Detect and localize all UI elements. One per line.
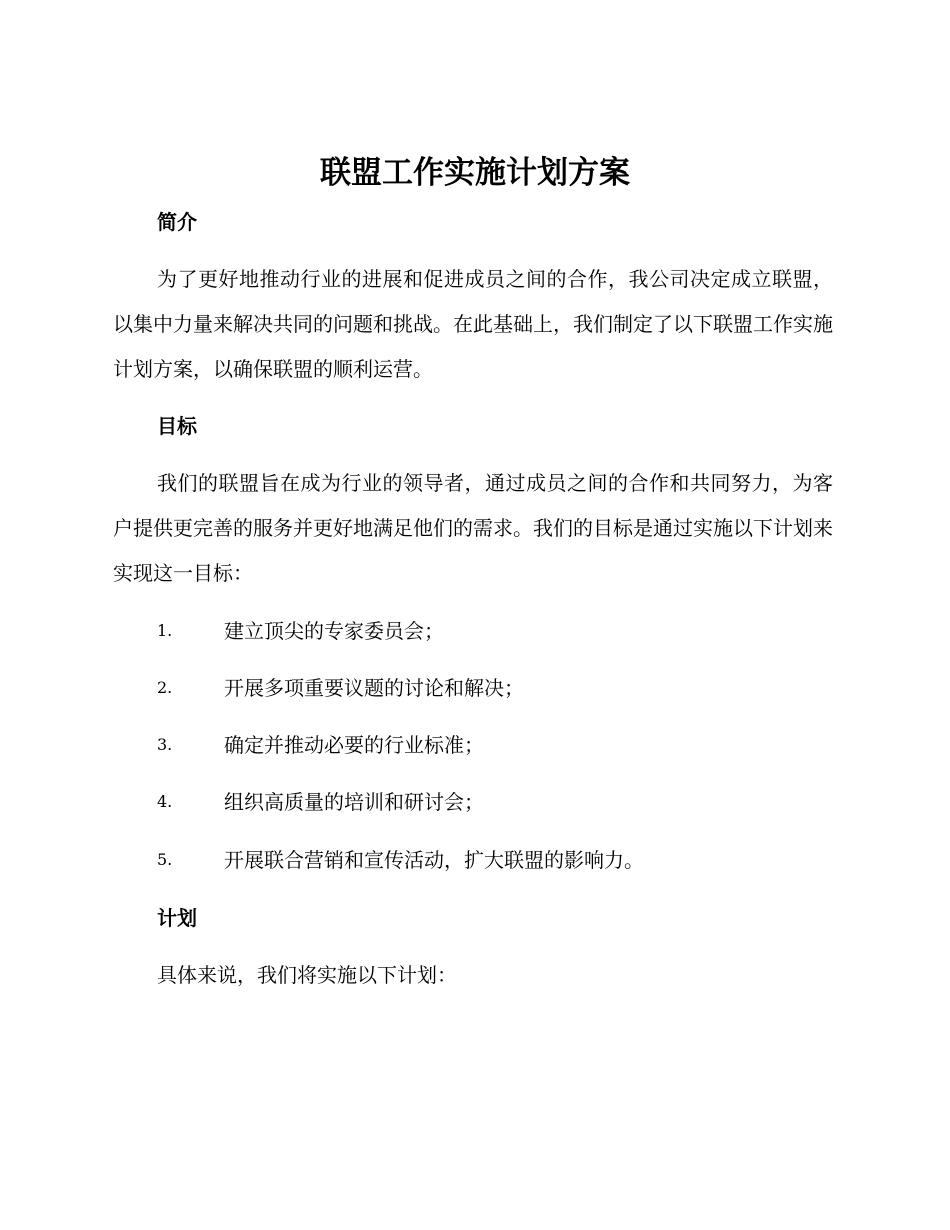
intro-paragraph: 为了更好地推动行业的进展和促进成员之间的合作，我公司决定成立联盟，以集中力量来解决共同的问题和挑战。在此基础上，我们制定了以下联盟工作实施计划方案，以确保联盟的顺利运营。 bbox=[113, 267, 833, 381]
section-heading-goals: 目标 bbox=[157, 414, 197, 438]
list-item bbox=[157, 673, 837, 703]
document-title: 联盟工作实施计划方案 bbox=[320, 155, 630, 191]
plan-paragraph: 具体来说，我们将实施以下计划： bbox=[157, 963, 457, 987]
list-item-number: 5. bbox=[157, 850, 173, 869]
list-item-number: 2. bbox=[157, 678, 173, 697]
list-item-number: 4. bbox=[157, 792, 173, 811]
list-item bbox=[157, 787, 837, 817]
list-item-text: 确定并推动必要的行业标准； bbox=[224, 733, 484, 757]
goals-paragraph: 我们的联盟旨在成为行业的领导者，通过成员之间的合作和共同努力，为客户提供更完善的服务并更好地满足他们的需求。我们的目标是通过实施以下计划来实现这一目标： bbox=[113, 471, 833, 585]
section-heading-plan: 计划 bbox=[157, 906, 197, 930]
list-item bbox=[157, 616, 837, 646]
list-item bbox=[157, 845, 837, 875]
list-item-number: 1. bbox=[157, 621, 173, 640]
list-item-number: 3. bbox=[157, 735, 173, 754]
list-item bbox=[157, 730, 837, 760]
list-item-text: 建立顶尖的专家委员会； bbox=[224, 619, 444, 643]
list-item-text: 组织高质量的培训和研讨会； bbox=[224, 790, 484, 814]
section-heading-intro: 简介 bbox=[157, 210, 197, 234]
list-item-text: 开展多项重要议题的讨论和解决； bbox=[224, 676, 524, 700]
list-item-text: 开展联合营销和宣传活动，扩大联盟的影响力。 bbox=[224, 848, 644, 872]
